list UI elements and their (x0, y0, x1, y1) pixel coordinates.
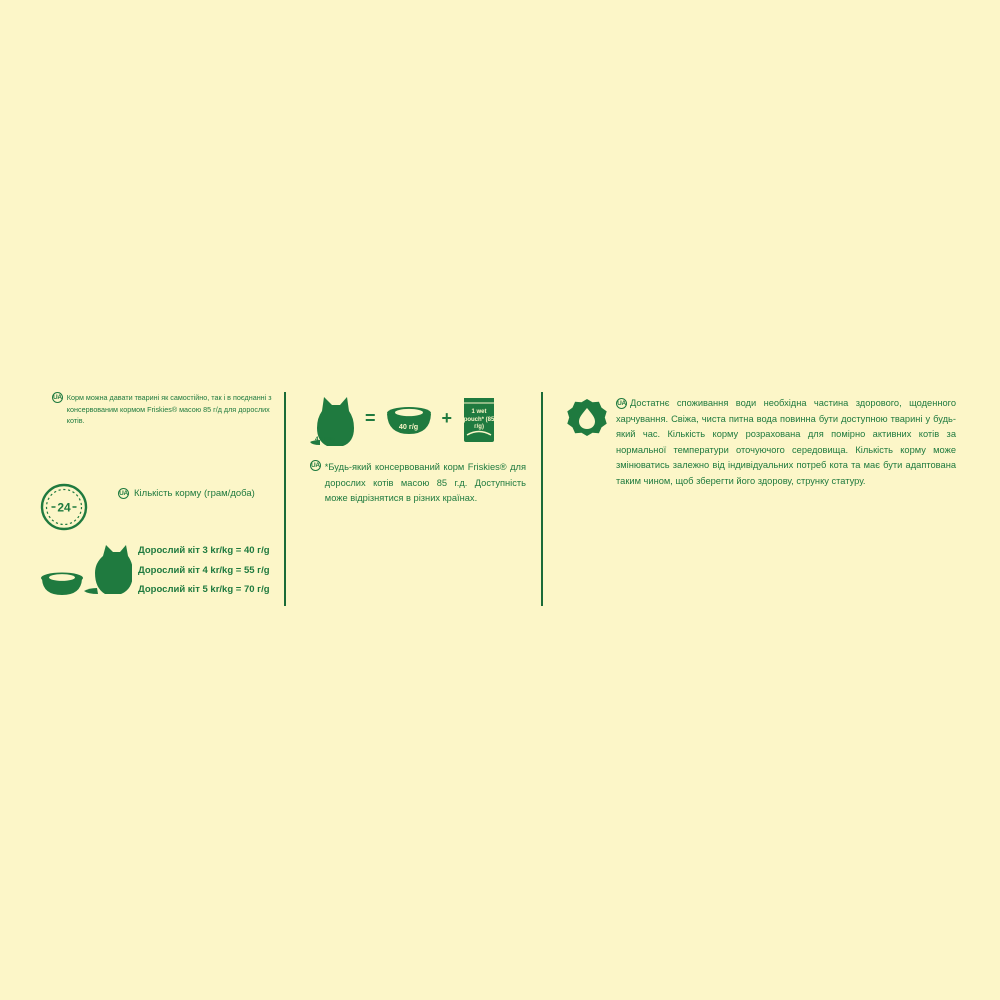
quantity-label-row (118, 488, 255, 499)
intro-row (52, 392, 282, 427)
intro-text: Корм можна давати тварині як самостійно, так і в поєднанні з консервованим кормом Friskies® масою 85 г/д для дорослих котів. (66, 393, 272, 425)
bowl-icon (41, 573, 83, 596)
portion-line: Дорослий кіт 5 kr/kg = 70 г/g (138, 584, 270, 595)
column-divider-1 (284, 392, 286, 606)
ua-language-badge-icon: UA (617, 400, 626, 408)
wet-pouch-icon (461, 395, 497, 445)
bowl-portion-icon (385, 400, 433, 440)
cat-weight-icon (310, 393, 356, 447)
feeding-equation (310, 392, 526, 448)
plus-sign: + (441, 408, 453, 428)
cat-icon (84, 545, 132, 594)
24-hours-badge (40, 483, 88, 531)
ua-language-badge-icon: UA (53, 394, 62, 401)
svg-text:24: 24 (57, 500, 71, 515)
wet-pouch-label: 1 wet pouch* (85 г/g) (463, 409, 495, 430)
column-divider-2 (541, 392, 543, 606)
water-drop-icon (566, 398, 608, 440)
water-advice-text: Достатнє споживання води необхідна частина здорового, щоденного харчування. Свіжа, чиста питна вода повинна бути доступною тварині у будь-який час. Кількість корму розрахована для помірно активних котів за нормальної температури оточуючого середовища. Кількість корму може змінюватись залежно від індивідуальних потреб кота та має бути адаптована таким чином, щоб зберегти його здорову, струнку статуру. (616, 398, 956, 486)
cat-and-bowl-illustration (40, 542, 132, 604)
portion-list (138, 541, 270, 600)
quantity-label-text: Кількість корму (грам/доба) (134, 488, 255, 499)
ua-language-badge-icon: UA (311, 462, 320, 469)
bowl-portion-label: 40 г/g (398, 422, 419, 431)
pouch-footnote-text: *Будь-який консервований корм Friskies® для дорослих котів масою 85 г.д. Доступність може відрізнятися в різних країнах. (324, 462, 526, 503)
portion-line: Дорослий кіт 3 kr/kg = 40 г/g (138, 545, 270, 556)
column-equation (310, 392, 526, 507)
column-water-advice (566, 396, 970, 489)
cat-weight-label: 4 kr/kg (315, 436, 335, 443)
ua-language-badge-icon: UA (119, 490, 128, 497)
portion-line: Дорослий кіт 4 kr/kg = 55 г/g (138, 564, 270, 576)
water-advice-text-block (616, 396, 956, 489)
pouch-footnote-row (310, 460, 526, 507)
equals-sign: = (365, 408, 376, 428)
column-feeding-intro (52, 392, 282, 427)
